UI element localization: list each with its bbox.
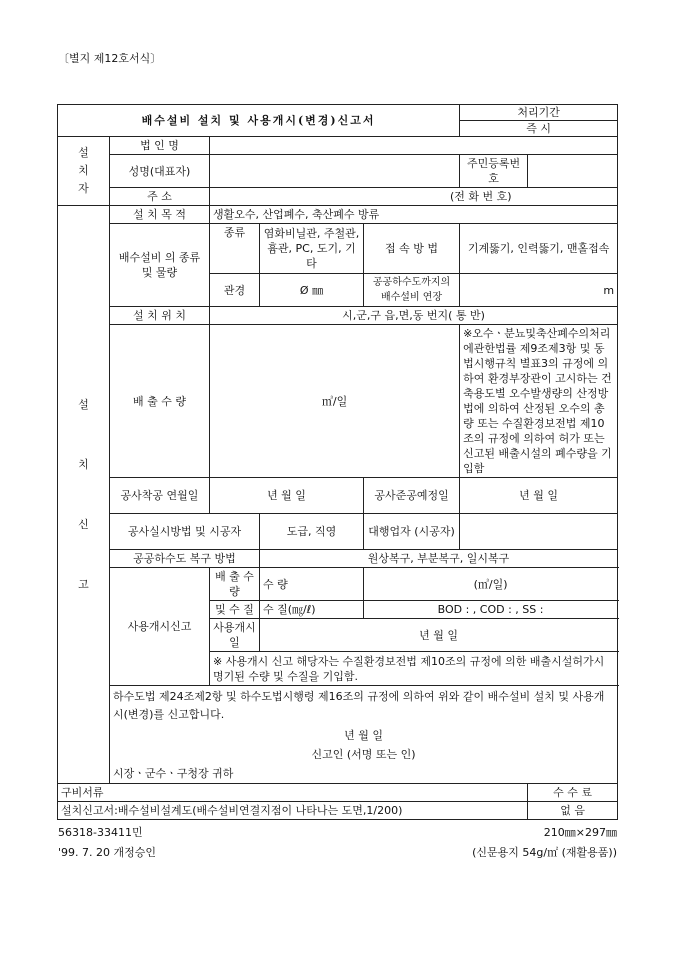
restore-value[interactable]: 원상복구, 부분복구, 일시복구 bbox=[260, 550, 618, 568]
processing-value: 즉 시 bbox=[526, 122, 551, 135]
usage-quality-value: 수 질(㎎/ℓ) bbox=[260, 601, 364, 619]
usage-discharge-label: 배 출 수 량 bbox=[210, 568, 260, 601]
end-value[interactable]: 년 월 일 bbox=[460, 478, 618, 514]
corp-name-field[interactable] bbox=[210, 137, 618, 155]
start-label: 공사착공 연월일 bbox=[110, 478, 210, 514]
restore-label: 공공하수도 복구 방법 bbox=[110, 550, 260, 568]
documents-value: 설치신고서:배수설비설계도(배수설비연결지점이 나타나는 도면,1/200) bbox=[58, 802, 528, 820]
usage-start-label: 사용개시일 bbox=[210, 619, 260, 652]
purpose-value[interactable]: 생활오수, 산업폐수, 축산폐수 방류 bbox=[210, 206, 618, 224]
connect-label: 접 속 방 법 bbox=[364, 224, 460, 274]
type-label: 배수설비 의 종류 및 물량 bbox=[110, 224, 210, 307]
resident-no-field[interactable] bbox=[528, 155, 618, 188]
footer-approved: '99. 7. 20 개정승인 bbox=[58, 846, 157, 859]
usage-note: ※ 사용개시 신고 해당자는 수질환경보전법 제10조의 규정에 의한 배출시설허가시 명기된 수량 및 수질을 기입함. bbox=[210, 652, 618, 686]
processing-label: 처리기간 bbox=[460, 105, 617, 121]
method-value[interactable]: 도급, 직영 bbox=[260, 514, 364, 550]
method-label: 공사실시방법 및 시공자 bbox=[110, 514, 260, 550]
discharge-label: 배 출 수 량 bbox=[110, 325, 210, 478]
footer-paper: (신문용지 54g/㎡ (재활용품)) bbox=[472, 846, 617, 859]
form-title: 배수설비 설치 및 사용개시(변경)신고서 bbox=[58, 105, 460, 137]
install-section: 설 치 신 고 bbox=[58, 206, 110, 784]
fee-label: 수 수 료 bbox=[528, 784, 618, 802]
documents-label: 구비서류 bbox=[58, 784, 528, 802]
applicant-section: 설 치 자 bbox=[58, 137, 110, 206]
usage-start-value[interactable]: 년 월 일 bbox=[260, 619, 618, 652]
diameter-value[interactable]: Ø ㎜ bbox=[260, 274, 364, 307]
name-label: 성명(대표자) bbox=[110, 155, 210, 188]
footer-size: 210㎜×297㎜ bbox=[543, 826, 617, 839]
agent-label: 대행업자 (시공자) bbox=[364, 514, 460, 550]
length-label: 공공하수도까지의 배수설비 연장 bbox=[364, 274, 460, 307]
usage-quality-label: 및 수 질 bbox=[210, 601, 260, 619]
usage-discharge-unit[interactable]: (㎥/일) bbox=[364, 568, 618, 601]
discharge-unit[interactable]: ㎥/일 bbox=[210, 325, 460, 478]
declaration-signer[interactable]: 신고인 (서명 또는 인) bbox=[311, 748, 416, 761]
length-unit[interactable]: m bbox=[460, 274, 618, 307]
address-label: 주 소 bbox=[110, 188, 210, 206]
kind-label: 종류 bbox=[210, 224, 260, 274]
discharge-note: ※오수ㆍ분뇨및축산폐수의처리에관한법률 제9조제3항 및 동법시행규칙 별표3의 규정에 의하여 환경부장관이 고시하는 건축용도별 오수발생량의 산정방법에 의하여 산정된 오수의 총량 또는 수질환경보전법 제10조의 규정에 의하여 허가 또는 신고된 배출시설의 폐수량을 기입함 bbox=[460, 325, 618, 478]
form-code: 〔별지 제12호서식〕 bbox=[58, 52, 162, 65]
location-value[interactable]: 시,군,구 읍,면,동 번지( 통 반) bbox=[210, 307, 618, 325]
footer-code: 56318-33411민 bbox=[58, 826, 143, 839]
address-field[interactable]: (전 화 번 호) bbox=[210, 188, 618, 206]
usage-section: 사용개시신고 bbox=[110, 568, 210, 686]
fee-value: 없 음 bbox=[528, 802, 618, 820]
declaration bbox=[110, 686, 618, 784]
start-value[interactable]: 년 월 일 bbox=[210, 478, 364, 514]
connect-value[interactable]: 기계뚫기, 인력뚫기, 맨홀접속 bbox=[460, 224, 618, 274]
declaration-recipient: 시장ㆍ군수ㆍ구청장 귀하 bbox=[113, 767, 234, 780]
usage-discharge-value: 수 량 bbox=[260, 568, 364, 601]
usage-quality-items[interactable]: BOD : , COD : , SS : bbox=[364, 601, 618, 619]
declaration-date[interactable]: 년 월 일 bbox=[344, 729, 383, 742]
corp-name-label: 법 인 명 bbox=[110, 137, 210, 155]
location-label: 설 치 위 치 bbox=[110, 307, 210, 325]
end-label: 공사준공예정일 bbox=[364, 478, 460, 514]
kind-value[interactable]: 염화비닐관, 주철관, 흄관, PC, 도기, 기타 bbox=[260, 224, 364, 274]
diameter-label: 관경 bbox=[210, 274, 260, 307]
declaration-text: 하수도법 제24조제2항 및 하수도법시행령 제16조의 규정에 의하여 위와 같이 배수설비 설치 및 사용개시(변경)를 신고합니다. bbox=[113, 690, 605, 721]
name-field[interactable] bbox=[210, 155, 460, 188]
resident-no-label: 주민등록번호 bbox=[460, 155, 528, 188]
agent-field[interactable] bbox=[460, 514, 618, 550]
purpose-label: 설 치 목 적 bbox=[110, 206, 210, 224]
report-form bbox=[57, 104, 618, 820]
